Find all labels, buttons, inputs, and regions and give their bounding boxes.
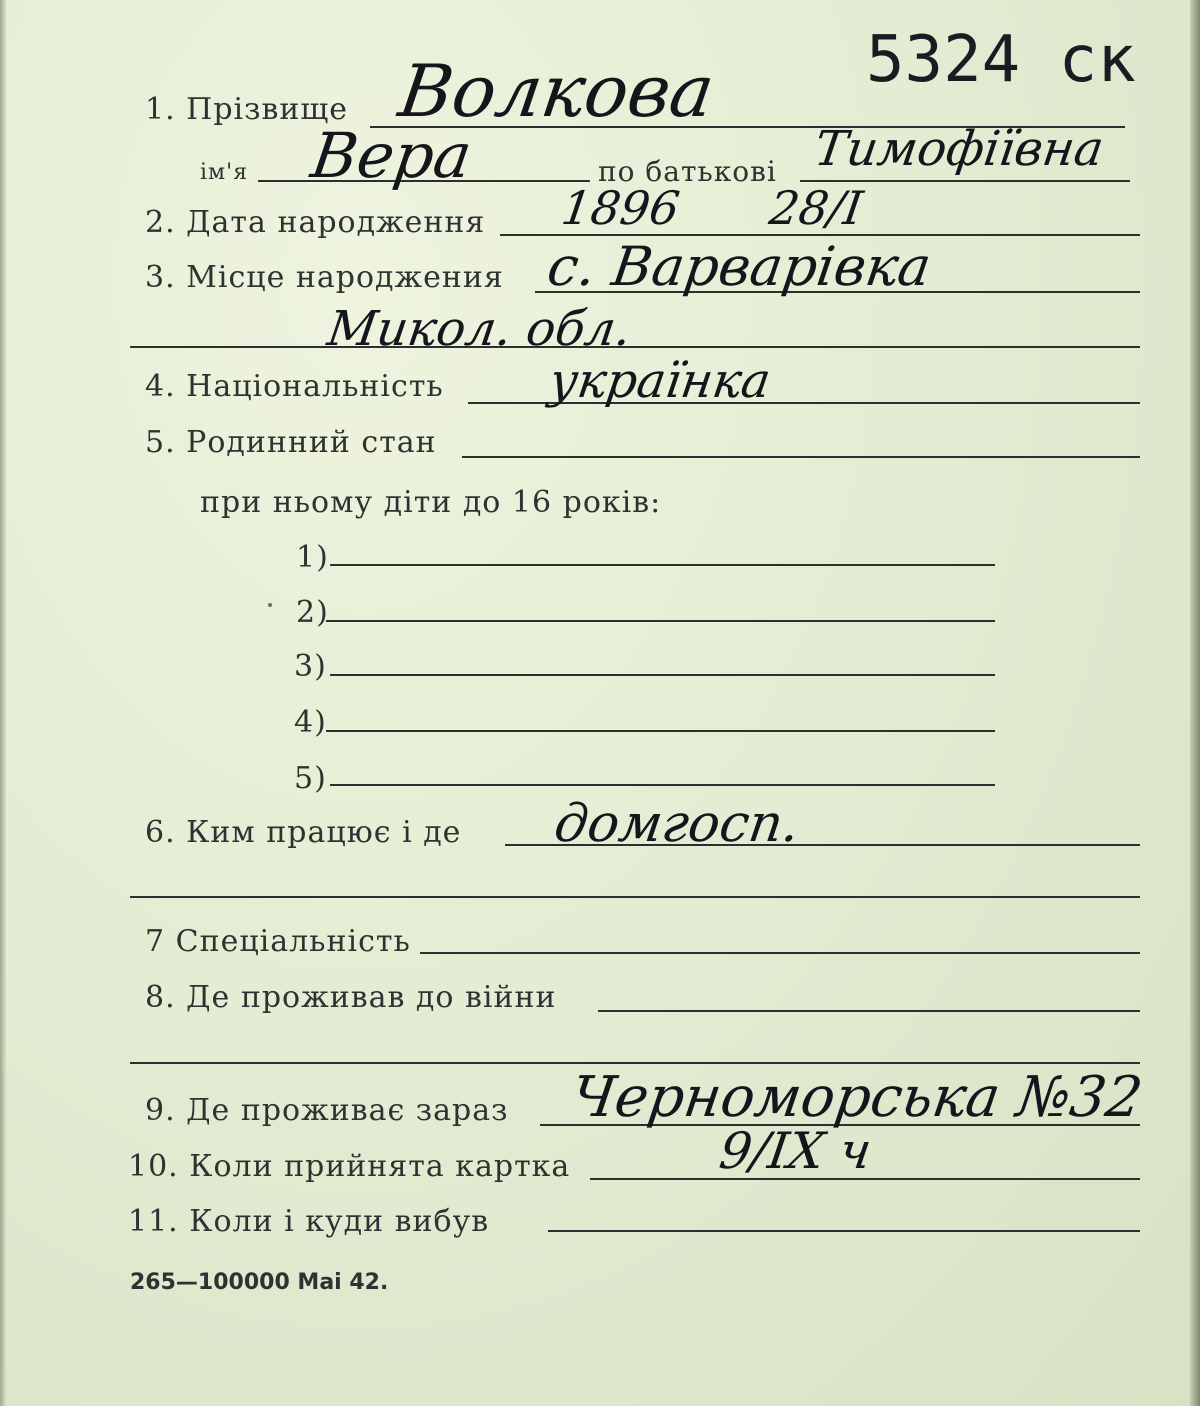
- child-4-label: 4): [294, 705, 327, 740]
- field-nationality-label: 4. Національність: [145, 369, 444, 404]
- field-children-label: при ньому діти до 16 років:: [200, 485, 662, 520]
- field-surname-value: Волкова: [394, 49, 720, 133]
- child-5-line: [330, 784, 995, 786]
- field-occupation-line-2: [130, 896, 1140, 898]
- field-residence-label: 9. Де проживає зараз: [145, 1093, 509, 1128]
- child-1-line: [330, 564, 995, 566]
- field-prewar-label: 8. Де проживав до війни: [145, 980, 557, 1015]
- field-birthdate-year: 1896: [558, 181, 683, 235]
- child-1-label: 1): [296, 540, 329, 575]
- field-occupation-value: домгосп.: [550, 794, 804, 854]
- card-number: 5324 ск: [866, 23, 1136, 97]
- child-4-line: [326, 730, 995, 732]
- field-birthdate-day: 28/I: [766, 181, 866, 235]
- child-2-label: 2): [296, 595, 329, 630]
- field-patronymic-value: Тимофіївна: [811, 121, 1108, 177]
- field-patronymic-label: по батькові: [598, 155, 777, 188]
- field-accepted-value: 9/IX ч: [715, 1122, 876, 1180]
- field-accepted-label: 10. Коли прийнята картка: [128, 1149, 571, 1184]
- field-marital-line: [462, 456, 1140, 458]
- field-departed-label: 11. Коли і куди вибув: [128, 1204, 490, 1239]
- field-prewar-line-2: [130, 1062, 1140, 1064]
- field-birthplace-line-2: [130, 346, 1140, 348]
- field-birthplace-label: 3. Місце народжения: [145, 260, 504, 295]
- card-left-edge: [0, 0, 6, 1406]
- field-birthplace-value: с. Варварівка: [543, 235, 935, 298]
- field-occupation-label: 6. Ким працює і де: [145, 815, 462, 850]
- child-5-label: 5): [294, 761, 327, 796]
- card-right-edge: [1190, 0, 1200, 1406]
- field-specialty-line: [420, 952, 1140, 954]
- field-residence-value: Черноморська №32: [567, 1065, 1147, 1130]
- paper-speck: [268, 603, 272, 607]
- field-name-value: Вера: [306, 119, 477, 192]
- field-specialty-label: 7 Спеціальність: [145, 924, 411, 959]
- field-birthdate-label: 2. Дата народження: [145, 205, 486, 240]
- print-code: 265—100000 Маі 42.: [130, 1270, 389, 1295]
- field-marital-label: 5. Родинний стан: [145, 425, 437, 460]
- field-surname-label: 1. Прізвище: [145, 92, 349, 127]
- field-departed-line: [548, 1230, 1140, 1232]
- field-prewar-line: [598, 1010, 1140, 1012]
- field-nationality-value: українка: [546, 353, 775, 409]
- field-birthplace-value-2: Микол. обл.: [324, 301, 635, 357]
- child-3-line: [330, 674, 995, 676]
- child-3-label: 3): [294, 649, 327, 684]
- field-name-label: ім'я: [200, 160, 249, 185]
- child-2-line: [326, 620, 995, 622]
